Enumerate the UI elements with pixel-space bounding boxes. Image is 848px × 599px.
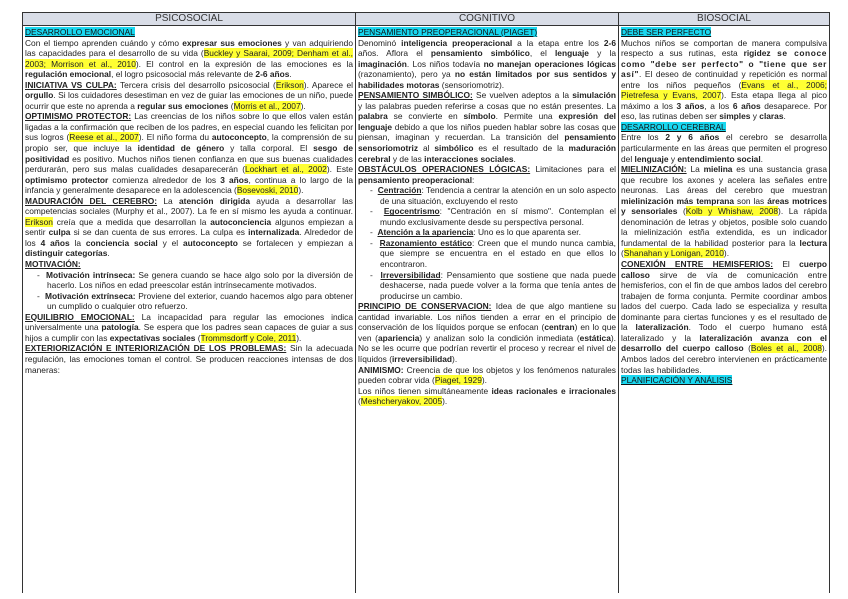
bold-term: 3 años	[220, 174, 249, 185]
bold-term: internalizada	[248, 227, 300, 238]
section-iniciativa-vs-culpa	[25, 80, 353, 112]
text: . Alrededor de los	[25, 227, 353, 248]
text: . Si los cuidadores desestiman en vez de guiar las emociones de un niño, puede ocurrir que este no aprenda a	[25, 90, 353, 111]
text: : Uno es lo que aparenta ser.	[473, 227, 581, 238]
text: la	[69, 237, 86, 248]
bold-term: expectativas sociales	[109, 332, 196, 343]
section-desarrollo-cerebral	[621, 122, 827, 164]
section-pensamiento-simbolico	[358, 90, 616, 164]
list-item-irreversibilidad: - Irreversibilidad: Pensamiento que sostiene que nada puede deshacerse, nada puede volver a la forma que tenía antes de producirse un cambio.	[370, 269, 616, 301]
text: ).	[452, 353, 458, 364]
text: : Creen que el mundo nunca cambia, que siempre se encuentra en el estado en que ellos lo encontraron.	[380, 237, 616, 270]
bold-term: pensamiento preoperacional	[358, 174, 473, 185]
bold-term: ideas racionales e irracionales	[491, 385, 616, 396]
text: . Los niños todavía	[406, 58, 484, 69]
text: y las palabras pueden referirse a cosas que no están presentes. La	[358, 100, 616, 111]
text: años. Aflora el	[358, 48, 431, 59]
text: .	[783, 111, 786, 122]
bold-term: atención dirigida	[179, 195, 250, 206]
bold-term: 2-6	[603, 37, 616, 48]
bold-term: estática	[579, 332, 611, 343]
list-item-razonamiento-estatico: - Razonamiento estático: Creen que el mundo nunca cambia, que siempre se encuentra en el estado en que ellos lo encontraron.	[370, 237, 616, 270]
psicosocial-body	[23, 26, 355, 375]
text: Creencia de que los objetos y los fenómenos naturales pueden cobrar vida (	[358, 364, 616, 386]
bold-term: autoconciencia	[210, 216, 272, 227]
citation: Morris et al., 2007	[233, 100, 301, 111]
list-item-egocentrismo: - Egocentrismo: "Centración en sí mismo". Contemplan el mundo exclusivamente desde su perspectiva personal.	[370, 206, 616, 227]
bold-term: 3 años	[676, 100, 705, 111]
title-desarrollo-cerebral: DESARROLLO CEREBRAL	[621, 121, 726, 132]
text: Denominó	[358, 37, 402, 48]
text: algunos empiezan a sentir	[25, 216, 353, 238]
text: a la etapa entre los	[512, 37, 604, 48]
title-animismo: ANIMISMO:	[358, 364, 404, 375]
text: . Contemplan el mundo exclusivamente desde su perspectiva personal.	[380, 206, 616, 227]
text: : Tendencia a centrar la atención en un solo aspecto de una situación, excluyendo el resto	[380, 185, 617, 206]
bold-term: regular sus emociones	[137, 100, 229, 111]
bold-term: autoconcepto	[211, 132, 267, 143]
header-biosocial: BIOSOCIAL	[619, 13, 829, 26]
term: Centración	[377, 185, 422, 196]
text: La incapacidad para regular las emociones indica universalmente una	[25, 311, 353, 333]
bold-term: claras	[759, 111, 784, 122]
text: y talla corporal. El	[224, 143, 314, 154]
bold-term: culpa	[48, 227, 71, 238]
text: ). Ambos lados del cerebro intervienen en prácticamente todas las habilidades.	[621, 343, 828, 375]
citation: Boles et al., 2008	[750, 343, 822, 354]
list-item-apariencia: - Atención a la apariencia: Uno es lo que aparenta ser.	[370, 227, 581, 238]
summary-table	[22, 12, 830, 593]
bold-term: lectura	[799, 237, 827, 248]
bold-term: imaginación	[358, 58, 407, 69]
text: desaparece. Por eso, las rutinas deben ser	[621, 100, 827, 122]
text: y la	[588, 48, 616, 59]
text: Se vuelven adeptos a la	[472, 90, 573, 101]
text: , continua a lo largo de la infancia y generalmente desaparece en la adolescencia (	[25, 174, 353, 196]
text: ).	[296, 332, 302, 343]
bold-term: irreversibilidad	[391, 353, 453, 364]
text: si se dan cuenta de sus errores. La culpa es	[70, 227, 249, 238]
text: sirve de vía de comunicación entre hemisferios, con el fin de que ambos lados del cerebro trabajen de forma conjunta. Permite coordinar ambos lados del cuerpo. Cada lado se especializa y resulta dominante para ciertas funciones y es el resultado de la	[621, 269, 827, 333]
cognitivo-body	[356, 26, 618, 407]
bold-term: Motivación extrínseca:	[45, 290, 136, 301]
citation: Lockhart et al., 2002	[244, 164, 327, 175]
bold-term: distinguir categorías	[25, 248, 108, 259]
text: (	[621, 248, 624, 259]
text: ).	[481, 375, 487, 386]
text: y el	[157, 237, 184, 248]
text: , a los	[704, 100, 733, 111]
title-equilibrio-emocional: EQUILIBRIO EMOCIONAL:	[25, 311, 135, 322]
text: El	[773, 259, 800, 270]
text: (	[677, 206, 686, 217]
column-psicosocial	[22, 13, 356, 593]
title-mielinizacion: MIELINIZACIÓN:	[621, 164, 687, 175]
text: y de las	[390, 153, 425, 164]
text: . Todo el cuerpo humano está lateralizado y la	[621, 322, 827, 343]
text: (sensoriomotriz).	[439, 79, 505, 90]
term: Egocentrismo	[383, 206, 440, 217]
bold-term: identidad de género	[137, 143, 225, 154]
text: , el	[529, 48, 555, 59]
text: ).	[442, 396, 448, 407]
text: (	[358, 396, 361, 407]
bold-term: 6 años	[732, 100, 761, 111]
bold-term: lateralización avanza con el desarrollo del cuerpo calloso	[621, 332, 827, 354]
bold-term: palabra	[358, 111, 388, 122]
text: comienza alrededor de los	[108, 174, 221, 185]
header-cognitivo: COGNITIVO	[356, 13, 618, 26]
bold-term: maduración cerebral	[358, 143, 616, 164]
column-biosocial	[619, 13, 830, 593]
text: Tercera crisis del desarrollo psicosocial (	[116, 79, 276, 90]
text: es una sustancia grasa que recubre los axones y acelera las señales entre neuronas. Las áreas del cerebro que muestran	[621, 164, 827, 196]
citation: Meshcheryakov, 2005	[360, 396, 443, 407]
biosocial-body	[619, 26, 829, 386]
bold-term: optimismo protector	[25, 174, 109, 185]
text: ). El control en la expresión de las emociones es la	[135, 58, 353, 69]
text: (	[195, 332, 201, 343]
bold-term: Motivación intrínseca:	[46, 269, 136, 280]
text: Idea de que algo mantiene su cantidad invariable. Los niños tienden a errar en el principio de conservación de los líquidos porque se enfocan (	[358, 301, 616, 333]
text: debido a que los niños pueden hablar sobre las cosas que piensan, imaginan y recuerdan. La transición del	[358, 121, 616, 143]
title-pensamiento-preoperacional: PENSAMIENTO PREOPERACIONAL (PIAGET)	[358, 27, 538, 37]
text: y	[750, 111, 760, 122]
text: se fortalecen y empiezan a	[237, 237, 353, 248]
title-pensamiento-simbolico: PENSAMIENTO SIMBÓLICO:	[358, 90, 473, 101]
text: y	[668, 153, 678, 164]
section-principio-conservacion	[358, 301, 616, 364]
title-iniciativa-vs-culpa: INICIATIVA VS CULPA:	[25, 79, 117, 90]
bold-term: 2-6 años	[255, 69, 290, 80]
bold-term: rigidez	[743, 48, 771, 59]
section-obstaculos	[358, 164, 616, 185]
text: La	[686, 164, 704, 175]
text: es el resultado de la	[473, 143, 569, 154]
bold-term: regulación emocional	[25, 69, 112, 80]
bold-term: pensamiento sensoriomotriz	[358, 132, 616, 154]
bold-term: entendimiento social	[677, 153, 761, 164]
section-maduracion-cerebro	[25, 196, 353, 259]
text: Los niños tienen simultáneamente	[358, 385, 492, 396]
text: : "Centración en sí mismo"	[439, 206, 551, 217]
list-item-centracion: - Centración: Tendencia a centrar la atención en un solo aspecto de una situación, excluyendo el resto	[370, 185, 617, 206]
bold-term: apariencia	[377, 332, 420, 343]
bold-term: simulación	[572, 90, 616, 101]
section-optimismo-protector	[25, 111, 353, 195]
header-psicosocial: PSICOSOCIAL	[23, 13, 355, 26]
term: Irreversibilidad	[380, 269, 441, 280]
citation: Evans et al., 2006; Pietrefesa y Evans, 2007	[621, 79, 827, 101]
bold-term: inteligencia preoperacional	[401, 37, 513, 48]
text: ).	[723, 248, 730, 259]
list-item-motivacion-intrinseca: - Motivación intrínseca: Se genera cuando se hace algo solo por la diversión de hacerlo. Los niños en edad preescolar están intrínsecamente motivados.	[37, 269, 353, 291]
text: ). Este	[326, 164, 354, 175]
citation: Buckley y Saarai, 2009; Denham et al., 2003; Morrison et al., 2010	[25, 48, 353, 69]
text: La	[157, 195, 179, 206]
text: ). El niño forma du	[138, 132, 212, 143]
text: Con el tiempo aprenden cuándo y cómo	[25, 37, 183, 48]
bold-term: símbolo	[463, 111, 496, 122]
section-pensamiento-preoperacional	[358, 27, 616, 90]
bold-term: no manejan operaciones lógicas	[483, 58, 616, 69]
text: (razonamiento), pero ya	[358, 69, 455, 80]
bold-term: expresión del lenguaje	[358, 111, 616, 132]
section-mielinizacion	[621, 164, 827, 259]
text: ).	[300, 100, 306, 111]
text: Proviene del exterior, cuando hacemos algo para obtener un cumplido o cualquier otro refuerzo.	[47, 290, 353, 312]
text: .	[513, 153, 516, 164]
text: ). No se les ocurre que podrían revertir el proceso y recrear el nivel de líquidos (	[358, 332, 616, 364]
text: . El deseo de continuidad y repetición es normal entre los niños pequeños (	[621, 69, 827, 90]
bold-term: lenguaje	[554, 48, 589, 59]
term: Razonamiento estático	[379, 237, 472, 248]
section-exteriorizacion	[25, 343, 353, 375]
text: creía que a medida que desarrollan la	[52, 216, 211, 227]
bold-term: 4 años	[40, 237, 70, 248]
bold-term: 2 y 6 años	[665, 132, 720, 143]
section-desarrollo-emocional	[25, 27, 353, 80]
bold-term: lateralización	[635, 322, 689, 333]
bold-term: patología	[101, 322, 139, 333]
title-debe-ser-perfecto: DEBE SER PERFECTO	[621, 27, 712, 37]
section-ideas-racionales	[358, 386, 616, 407]
text: ) y analizan solo la condición inmediata (	[419, 332, 580, 343]
section-motivacion	[25, 259, 353, 270]
bold-term: conciencia social	[85, 237, 158, 248]
text: el cerebro se desarrolla particularmente en las áreas que permiten el progreso del	[621, 132, 827, 164]
citation: Reese et al., 2007	[69, 132, 139, 143]
text: . Se espera que los padres sean capaces de guiar a sus hijos a cumplir con las	[25, 322, 353, 343]
bold-term: áreas motrices y sensoriales	[621, 195, 827, 217]
bold-term: centran	[544, 322, 575, 333]
text: .	[760, 153, 763, 164]
bold-term: pensamiento simbólico	[430, 48, 530, 59]
section-planificacion	[621, 375, 827, 386]
bold-term: cuerpo calloso	[621, 259, 827, 280]
title-principio-conservacion: PRINCIPIO DE CONSERVACION:	[358, 301, 492, 312]
title-optimismo-protector: OPTIMISMO PROTECTOR:	[25, 111, 132, 122]
text: se convierte en	[387, 111, 464, 122]
bold-term: interacciones sociales	[424, 153, 514, 164]
text: Las creencias de los niños sobre lo que ellos valen están ligadas a la confirmación que reciben de los padres, en especial cuando les felicitan por sus logros (	[25, 111, 353, 143]
section-conexion-hemisferios	[621, 259, 827, 375]
text: .	[107, 248, 110, 259]
citation: Shanahan y Lonigan, 2010	[623, 248, 724, 259]
citation: Bosevoski, 2010	[236, 185, 299, 196]
title-maduracion-cerebro: MADURACIÓN DEL CEREBRO:	[25, 195, 158, 206]
text: son las	[734, 195, 768, 206]
bold-term: mielinización más temprana	[621, 195, 735, 206]
bold-term: orgullo	[25, 90, 54, 101]
citation: Erikson	[275, 79, 304, 90]
list-item-motivacion-extrinseca: - Motivación extrínseca: Proviene del exterior, cuando hacemos algo para obtener un cumplido o cualquier otro refuerzo.	[37, 290, 353, 312]
term: Atención a la apariencia	[377, 227, 474, 238]
text: (	[228, 100, 234, 111]
bold-term: mielina	[703, 164, 733, 175]
text: Limitaciones para el	[530, 164, 616, 175]
text: ). La rápida denominación de letras y objetos, posible solo cuando la mielinización estña extendida, es un indicador fundamental de la habilidad posterior para la	[621, 206, 827, 248]
section-animismo	[358, 365, 616, 386]
citation: Erikson	[25, 216, 53, 227]
title-obstaculos: OBSTÁCULOS OPERACIONES LÓGICAS:	[358, 164, 531, 175]
text: es positivo. Muchos niños tienen confianza en que sus buenas cualidades perdurarán, pero sus malas cualidades desaparecerán (	[25, 153, 353, 175]
title-planificacion: PLANIFICACIÓN Y ANÁLISIS	[621, 375, 733, 386]
bold-term: autoconcepto	[183, 237, 238, 248]
text: al	[418, 143, 435, 154]
column-cognitivo	[356, 13, 619, 593]
text: (	[743, 343, 751, 354]
text: ) en lo que ven (	[358, 322, 617, 343]
citation: Kolb y Whishaw, 2008	[685, 206, 779, 217]
text: ). Esta etapa llega al pico máximo a los	[621, 90, 827, 111]
bold-term: lenguaje	[634, 153, 669, 164]
title-conexion-hemisferios: CONEXIÓN ENTRE HEMISFERIOS:	[621, 259, 774, 270]
bold-term: simbólico	[434, 143, 474, 154]
text: , la comprensión de su propio ser, que incluye la	[25, 132, 353, 154]
text: :	[472, 174, 475, 185]
section-equilibrio-emocional	[25, 312, 353, 344]
title-exteriorizacion: EXTERIORIZACIÓN E INTERIORIZACIÓN DE LOS PROBLEMAS:	[25, 343, 287, 354]
title-desarrollo-emocional: DESARROLLO EMOCIONAL	[25, 27, 135, 37]
bold-term: no están limitados por sus sentidos y habilidades motoras	[358, 69, 616, 90]
bold-term: simples	[719, 111, 751, 122]
title-motivacion: MOTIVACIÓN:	[25, 259, 81, 270]
text: : Pensamiento que sostiene que nada puede deshacerse, nada puede volver a la forma que tenía antes de producirse un cambio.	[380, 269, 616, 301]
text: ). Aparece el	[303, 79, 354, 90]
text: . Permite una	[495, 111, 559, 122]
bold-term: sesgo de positividad	[25, 143, 353, 164]
text: .	[289, 69, 292, 80]
text: Se genera cuando se hace algo solo por la diversión de hacerlo. Los niños en edad preescolar están intrínsecamente motivados.	[47, 269, 353, 291]
text: ).	[298, 185, 304, 196]
text: ayuda a desarrollar las competencias sociales (Murphy et al., 2007). La fe en sí mismo les ayuda a continuar.	[25, 195, 353, 217]
text: , el logro psicosocial más relevante de	[111, 69, 256, 80]
citation: Trommsdorff y Cole, 2011	[200, 332, 297, 343]
text: y van adquiriendo las capacidades para el desarrollo de su vida (	[25, 37, 353, 59]
citation: Piaget, 1929	[434, 375, 482, 386]
bold-term: expresar sus emociones	[182, 37, 282, 48]
bold-term: se conoce como "debe ser perfecto" o "tiene que ser así"	[621, 48, 827, 80]
text: Muchos niños se comportan de manera compulsiva respecto a sus rutinas, esta	[621, 37, 827, 59]
text: Entre los	[621, 132, 666, 143]
section-debe-ser-perfecto	[621, 27, 827, 122]
text: Sin la adecuada regulación, las emociones toman el control. Se producen reacciones intensas de dos maneras:	[25, 343, 353, 375]
